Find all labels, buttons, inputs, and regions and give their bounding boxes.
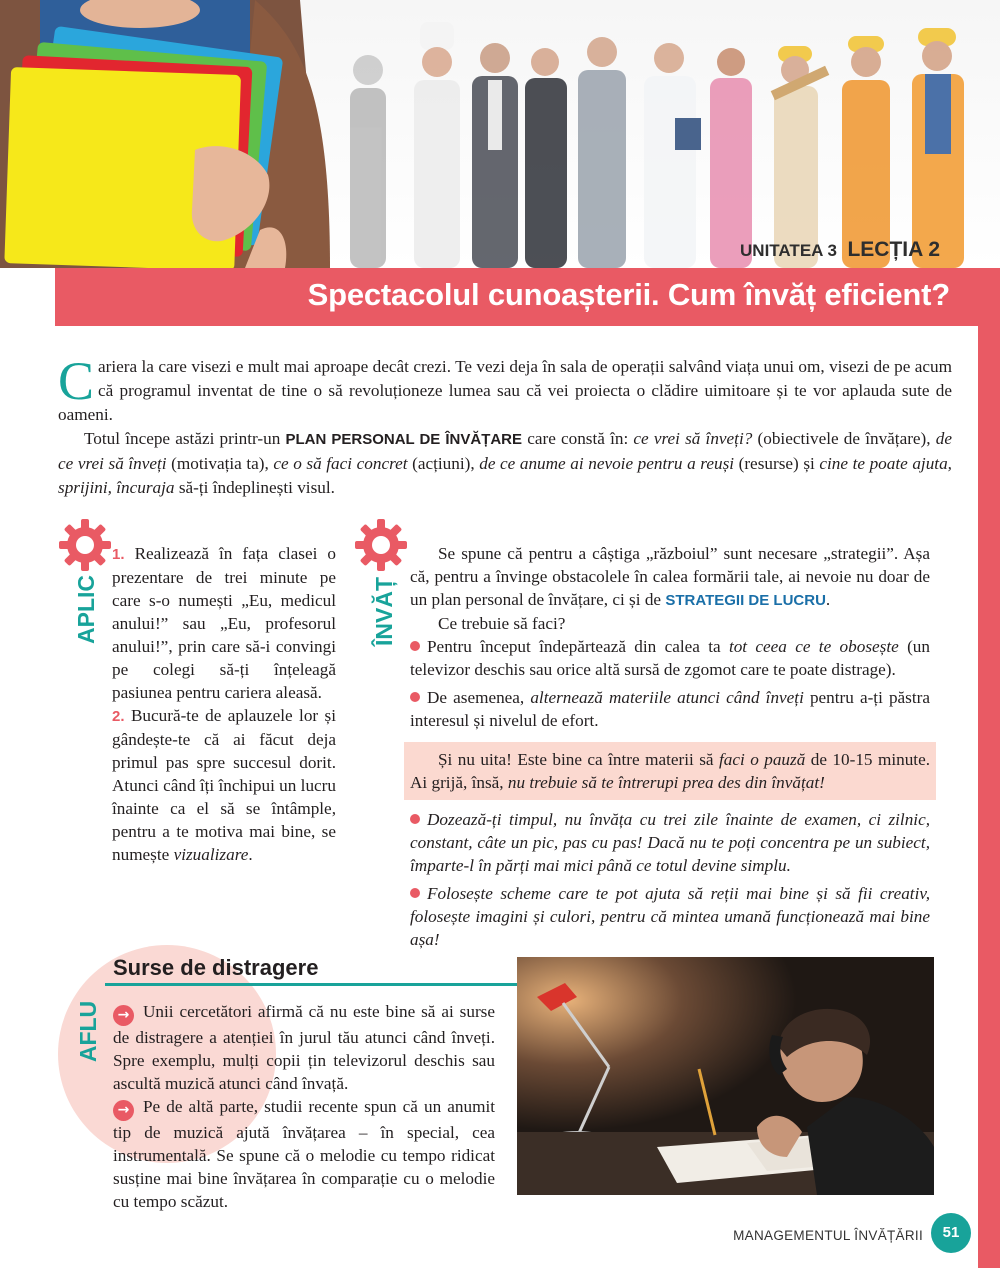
photo-illustration — [517, 957, 934, 1195]
bullet-dot — [410, 888, 420, 898]
aplic-text — [112, 542, 336, 866]
section-divider — [105, 983, 518, 986]
intro-paragraph-1 — [58, 351, 952, 427]
aflu-p1-text: Unii cercetători afirmă că nu este bine să ai surse de distragere a atenției în jurul tău atunci când înveți. Spre exemplu, mulți copii țin televizorul deschis sau ascultă muzică atunci când învață. — [113, 1002, 495, 1093]
aplic-item-1-text: Realizează în fața clasei o prezentare de trei minute pe care s-o numești „Eu, medicul anului!” sau „Eu, profesorul anului!”, prin care să-i convingi pe colegi să-ți înțeleagă pasiunea pentru cariera aleasă. — [112, 544, 336, 702]
arrow-right-icon: → — [113, 1100, 134, 1121]
plan-heading: PLAN PERSONAL DE ÎNVĂȚARE — [285, 431, 523, 448]
aflu-paragraph-2 — [113, 1095, 495, 1213]
reminder-a: Și nu uita! Este bine ca între materii să — [438, 750, 719, 769]
invat-text — [410, 542, 930, 951]
invat-b2-b: pentru a-ți păstra interesul și nivelul de efort. — [410, 688, 930, 730]
invat-intro-text: Se spune că pentru a câștiga „războiul” sunt necesare „strategii”. Așa că, pentru a învinge obstacolele în calea formării tale, ai nevoie nu doar de un plan personal de învățare, ci și de — [410, 544, 930, 609]
reminder-box — [404, 742, 936, 800]
intro-p2-i5: cine te poate ajuta, sprijini, încuraja — [58, 454, 952, 497]
intro-p2-i2: de ce vrei să înveți — [58, 429, 952, 473]
invat-b1-b: (un televizor deschis sau orice altă sursă de zgomot care te poate distrage). — [410, 637, 930, 679]
bullet-dot — [410, 641, 420, 651]
boy-studying-photo — [517, 957, 934, 1195]
reminder-b: de 10-15 minute. Ai grijă, însă, — [410, 750, 930, 792]
aplic-num-1: 1. — [112, 546, 125, 563]
invat-b4: Folosește scheme care te pot ajuta să reții mai bine și să fii creativ, folosește imagini și culori, pentru că mintea umană funcționează mai bine așa! — [410, 884, 930, 949]
aplic-item-2-end: . — [248, 845, 253, 864]
aflu-label: AFLU — [75, 1000, 102, 1063]
invat-intro-end: . — [825, 590, 831, 609]
aplic-num-2: 2. — [112, 708, 125, 725]
invat-question: Ce trebuie să faci? — [438, 614, 566, 633]
aflu-text — [113, 1000, 495, 1213]
invat-b3: Dozează-ți timpul, nu învăța cu trei zile înainte de examen, ci zilnic, constant, câte un pic, pas cu pas! Dacă nu te poți concentra pe un subiect, împarte-l în părți mai mici până ce totul devine simplu. — [410, 810, 930, 875]
intro-p2-a: Totul începe astăzi printr-un — [84, 429, 286, 448]
intro-text — [58, 351, 952, 500]
reminder-text — [410, 748, 930, 794]
intro-p2-b: care constă în: — [522, 429, 634, 448]
invat-bullet-1 — [410, 635, 930, 681]
invat-label: ÎNVĂȚ — [371, 577, 397, 646]
section-title: Surse de distragere — [113, 955, 319, 980]
unit-label: UNITATEA 3 — [740, 241, 837, 260]
drop-cap: C — [58, 351, 95, 411]
intro-p2-e: (acțiuni), — [407, 454, 480, 473]
right-edge-bar — [978, 268, 1000, 1268]
intro-paragraph-2 — [58, 427, 952, 500]
title-band — [55, 268, 1000, 326]
intro-p1-text: ariera la care visezi e mult mai aproape decât crezi. Te vezi deja în sala de operații salvând viața unui om, visezi de pe acum că programul inventat de tine o să revoluționeze lumea sau că vei proiecta o clădire uimitoare și te vor aplauda sute de oameni. — [58, 357, 952, 424]
intro-p2-d: (motivația ta), — [166, 454, 274, 473]
intro-p2-i1: ce vrei să înveți? — [633, 429, 753, 448]
page-title: Spectacolul cunoașterii. Cum învăț eficient? — [307, 277, 950, 312]
aflu-paragraph-1 — [113, 1000, 495, 1095]
intro-p2-i4: de ce anume ai nevoie pentru a reuși — [479, 454, 735, 473]
invat-b1-i: tot ceea ce te obosește — [728, 637, 899, 656]
intro-p2-c: (obiectivele de învățare), — [752, 429, 936, 448]
aplic-item-2-italic: vizualizare — [173, 845, 249, 864]
arrow-right-icon: → — [113, 1005, 134, 1026]
hero-illustration — [0, 0, 1000, 268]
bullet-dot — [410, 814, 420, 824]
invat-b2-i: alternează materiile atunci când înveți — [530, 688, 804, 707]
invat-b2-a: De asemenea, — [427, 688, 531, 707]
invat-gear-icon — [354, 518, 408, 572]
invat-bullet-3 — [410, 808, 930, 877]
lesson-label: LECȚIA 2 — [847, 238, 940, 261]
aflu-p2-text: Pe de altă parte, studii recente spun că un anumit tip de muzică ajută învățarea – în special, cea instrumentală. Se spune că o melodie cu tempo ridicat susține mai bine învățarea în comparație cu o melodie cu tempo scăzut. — [113, 1097, 495, 1211]
hero-image — [0, 0, 1000, 268]
invat-bullet-4 — [410, 882, 930, 951]
aplic-item-2 — [112, 704, 336, 866]
invat-intro — [410, 542, 930, 612]
invat-b1-a: Pentru început îndepărtează din calea ta — [427, 637, 729, 656]
aplic-item-2-text: Bucură-te de aplauzele lor și gândește-te că ai făcut deja primul pas spre succesul dorit. Atunci când îți închipui un lucru înainte ca el să se întâmple, pentru a te motiva mai bine, se numește — [112, 706, 337, 864]
strategies-label: STRATEGII DE LUCRU — [665, 592, 826, 609]
intro-p2-i3: ce o să faci concret — [273, 454, 408, 473]
unit-lesson-header — [740, 238, 940, 262]
reminder-i1: faci o pauză — [718, 750, 806, 769]
aplic-gear-icon — [58, 518, 112, 572]
invat-bullet-2 — [410, 686, 930, 732]
page-number: 51 — [931, 1213, 971, 1253]
bullet-dot — [410, 692, 420, 702]
aplic-label: APLIC — [73, 575, 99, 644]
intro-p2-f: (resurse) și — [734, 454, 820, 473]
footer-section-name: MANAGEMENTUL ÎNVĂȚĂRII — [733, 1228, 923, 1243]
intro-p2-g: să-ți îndeplinești visul. — [174, 478, 335, 497]
aplic-item-1 — [112, 542, 336, 704]
reminder-i2: nu trebuie să te întrerupi prea des din învățat! — [507, 773, 825, 792]
